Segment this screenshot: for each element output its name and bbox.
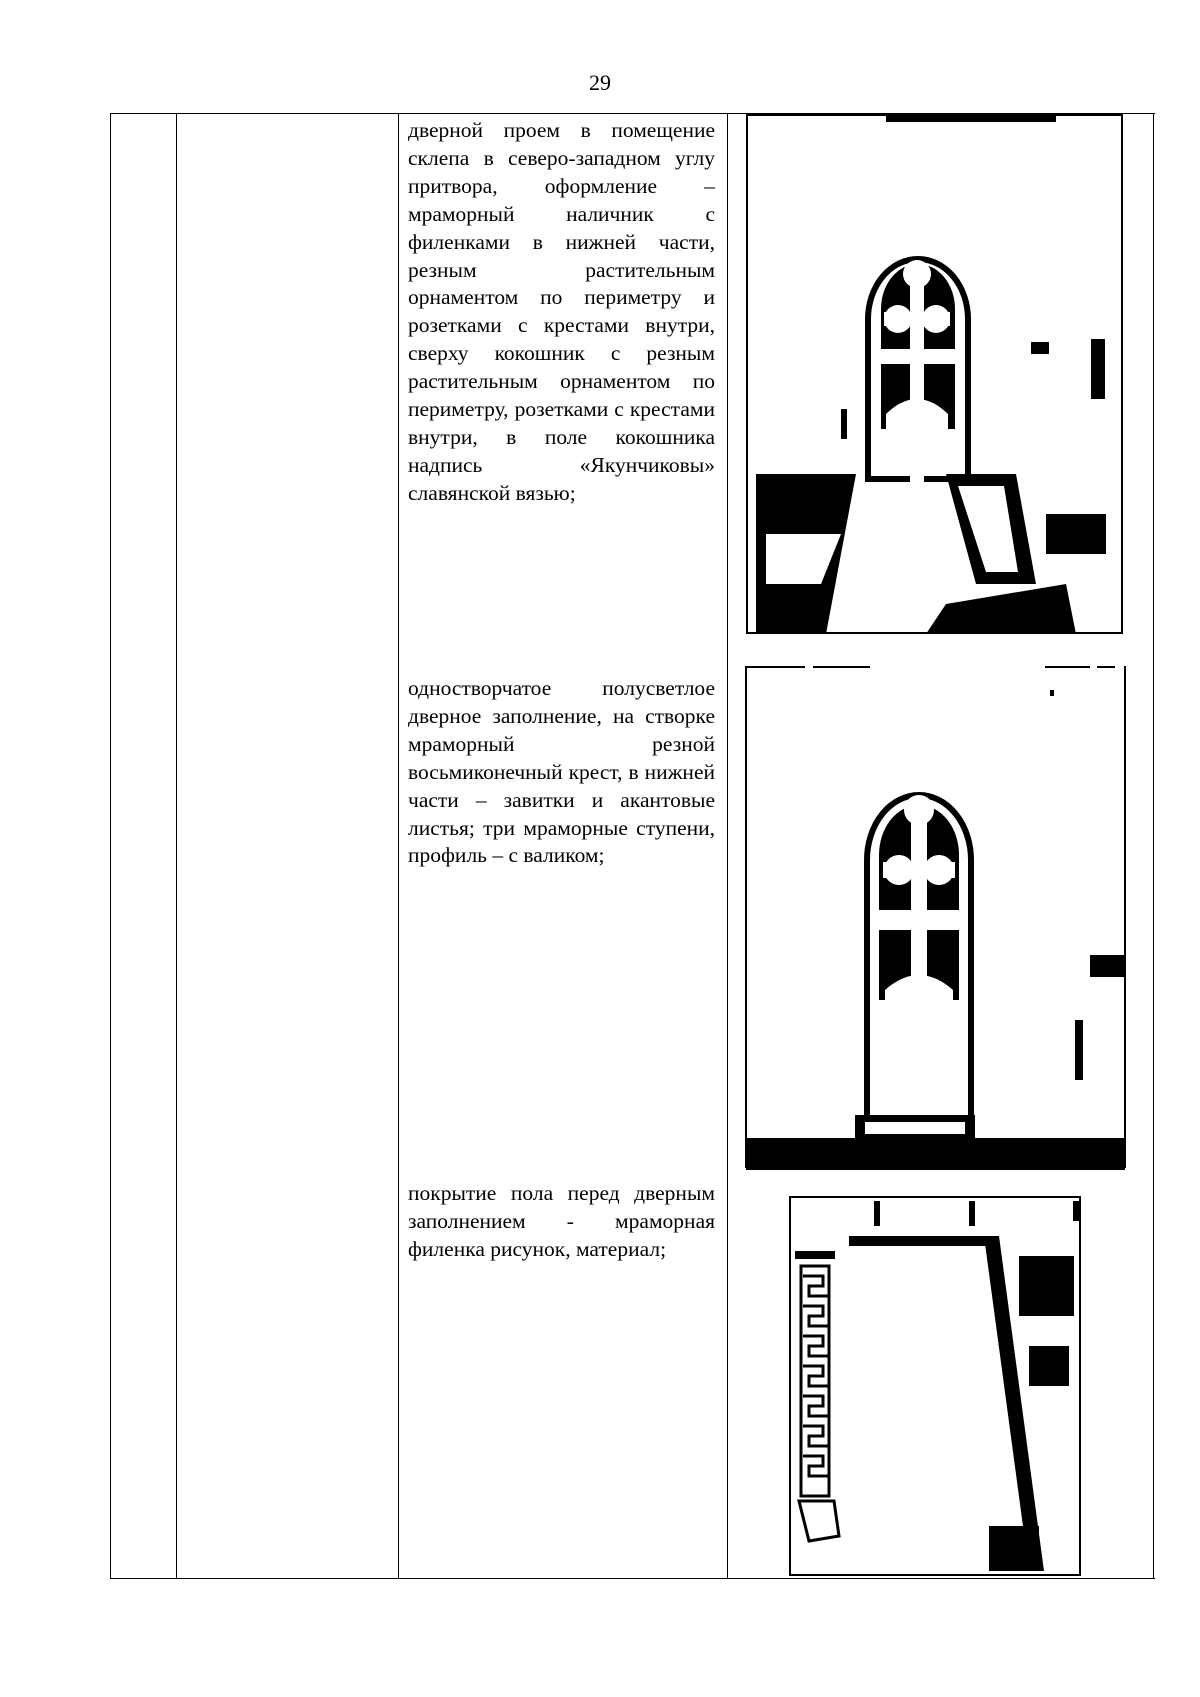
table-col-border (398, 113, 399, 1578)
door-cross-photo-image (745, 660, 1127, 1170)
table-col-border (110, 113, 111, 1578)
table-col-border (727, 113, 728, 1578)
row-1-photo (746, 114, 1123, 634)
marble-floor-photo-image (789, 1196, 1081, 1576)
table-col-border (176, 113, 177, 1578)
row-3-description (408, 1180, 715, 1264)
row-2-photo (745, 660, 1127, 1170)
row-3-photo (789, 1196, 1081, 1576)
row-2-description (408, 675, 715, 870)
description-text: одностворчатое полусветлое дверное заполнение, на створке мраморный резной восьмиконечный крест, в нижней части – завитки и акантовые листья; три мраморные ступени, профиль – с валиком; (408, 676, 715, 868)
doorway-photo-image (746, 114, 1123, 634)
description-text: дверной проем в помещение склепа в северо-западном углу притвора, оформление – мраморный наличник с филенками в нижней части, резным растительным орнаментом по периметру и розетками с крестами внутри, сверху кокошник с резным растительным орнаментом по периметру, розетками с крестами внутри, в поле кокошника надпись «Якунчиковы» славянской вязью; (408, 118, 715, 505)
table-bottom-border (110, 1578, 1155, 1579)
page-number: 29 (589, 70, 611, 95)
row-1-description (408, 117, 715, 508)
table-col-border (1153, 113, 1154, 1578)
description-text: покрытие пола перед дверным заполнением - мраморная филенка рисунок, материал; (408, 1181, 715, 1261)
